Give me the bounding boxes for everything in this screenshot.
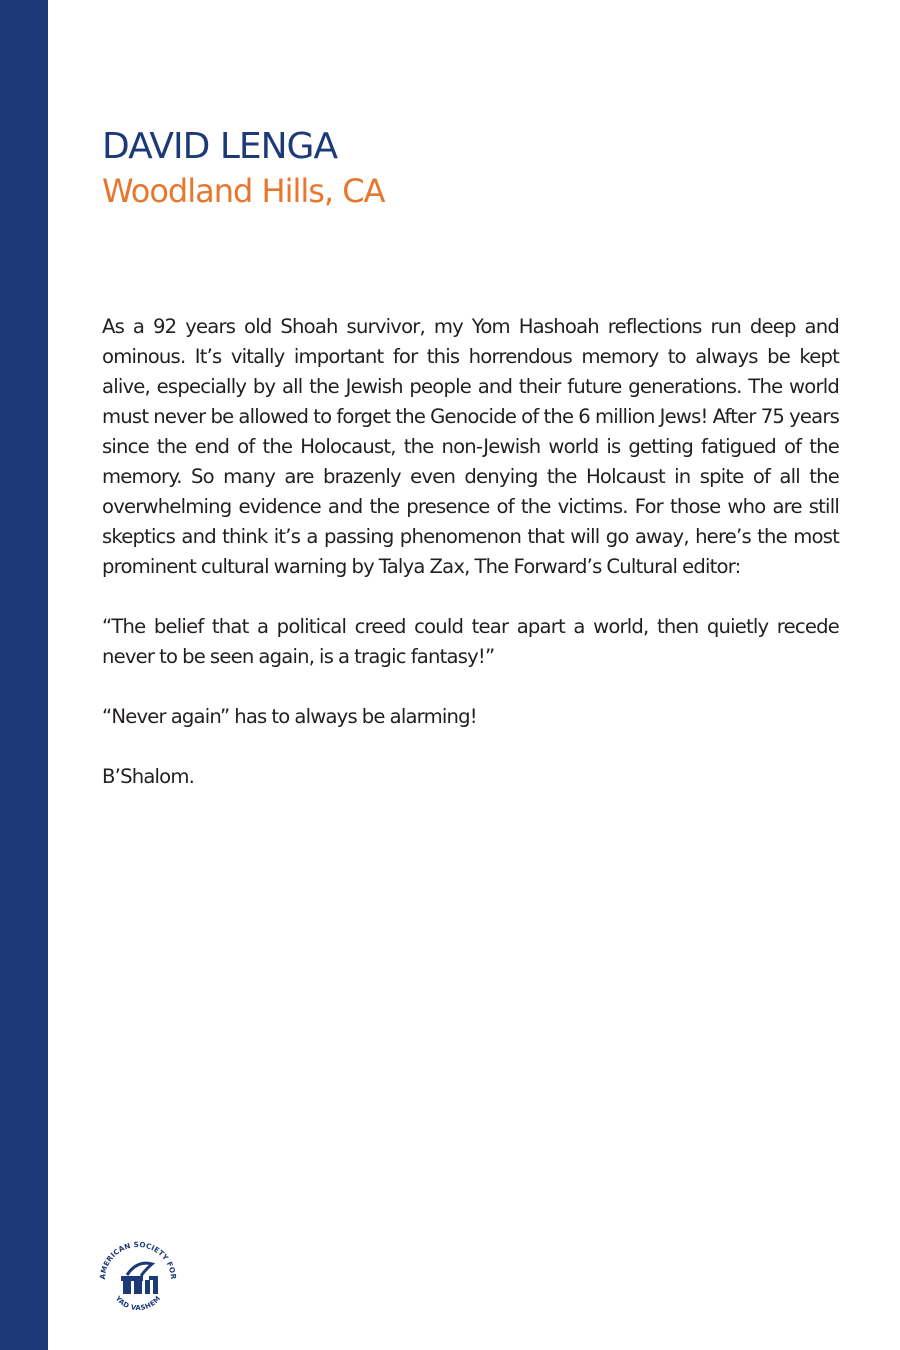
left-accent-bar [0, 0, 48, 1350]
paragraph-closing: B’Shalom. [102, 765, 195, 788]
author-name: DAVID LENGA [102, 126, 338, 167]
logo-bottom-arc-text: YAD VASHEM [113, 1294, 163, 1313]
author-header [102, 124, 842, 212]
reflection-text [102, 312, 839, 822]
svg-text:AMERICAN SOCIETY FOR [98, 1240, 178, 1280]
logo-top-arc-text: AMERICAN SOCIETY FOR [97, 1240, 179, 1280]
paragraph-reflection: As a 92 years old Shoah survivor, my Yom Hashoah reflections run deep and ominous. It’s vitally important for this horrendous memory to always be kept alive, especially by all the Jewish people and their future generations. The world must never be allowed to forget the Genocide of the 6 million Jews! After 75 years since the end of the Holocaust, the non-Jewish world is getting fatigued of the memory. So many are brazenly even denying the Holcaust in spite of all the overwhelming evidence and the presence of the victims. For those who are still skeptics and think it’s a passing phenomenon that will go away, here’s the most prominent cultural warning by Talya Zax, The Forward’s Cultural editor: [102, 315, 839, 578]
yad-vashem-logo-icon [97, 1240, 179, 1320]
paragraph-never-again: “Never again” has to always be alarming! [102, 705, 477, 728]
author-location: Woodland Hills, CA [102, 172, 385, 210]
paragraph-quote: “The belief that a political creed could tear apart a world, then quietly recede never to be seen again, is a tragic fantasy!” [102, 615, 839, 668]
svg-text:YAD VASHEM [113, 1294, 162, 1312]
